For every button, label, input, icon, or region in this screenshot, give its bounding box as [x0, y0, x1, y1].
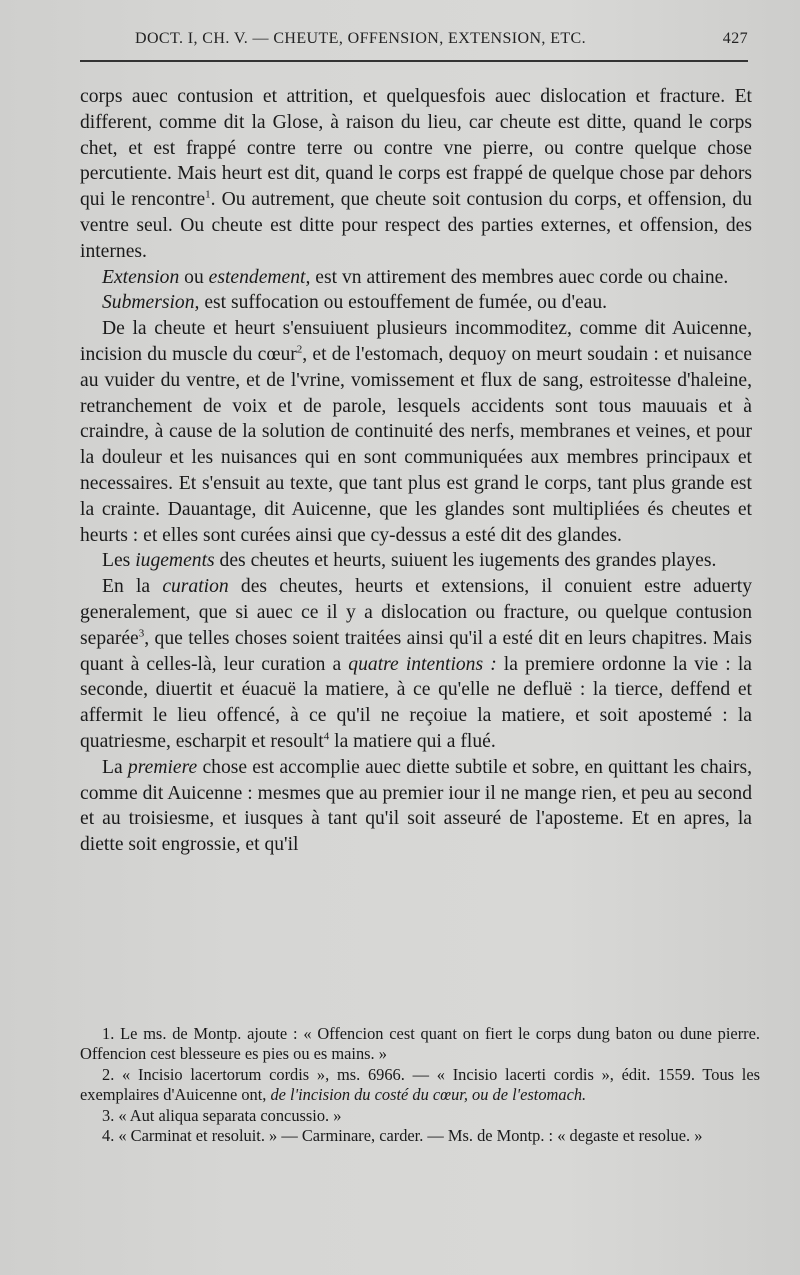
- text-run: . Ou autrement, que cheute soit contusion du corps, et offension, du ventre seul. Ou cheute est ditte pour respect des parties externes, et offension, des internes.: [80, 189, 752, 262]
- text-run: la matiere qui a flué.: [329, 730, 496, 752]
- text-run: est vn attirement des membres auec corde ou chaine.: [310, 266, 729, 288]
- text-run: De la cheute et heurt s'ensuiuent plusieurs incommoditez, comme dit Auicenne, incision du muscle du cœur: [80, 318, 752, 365]
- footnote-ref[interactable]: 4: [323, 730, 330, 743]
- text-run: , et de l'estomach, dequoy on meurt soudain : et nuisance au vuider du ventre, et de l'vrine, vomissement et flux de sang, estroitesse d'haleine, retranchement de voix et de parole, lesquels accidents sont tous mauuais et à craindre, à cause de la solution de continuité des nerfs, membranes et veines, et pour la douleur et les nuisances qui en sont communiquées aux membres principaux et necessaires. Et s'ensuit au texte, que tant plus est grand le corps, tant plus grande est la crainte. Dauantage, dit Auicenne, que les glandes sont multipliées és cheutes et heurts : et elles sont curées ainsi que cy-dessus a esté dit des glandes.: [80, 343, 752, 546]
- paragraph-4: [80, 316, 752, 548]
- header-rule: [80, 60, 748, 62]
- footnote-ref[interactable]: 3: [138, 627, 145, 640]
- term-extension: Extension: [102, 266, 180, 288]
- paragraph-1: [80, 84, 752, 265]
- term-curation: curation: [162, 576, 229, 598]
- term-submersion: Submersion,: [102, 292, 200, 314]
- term-quatre-intentions: quatre intentions :: [348, 653, 497, 675]
- text-run: 2. « Incisio lacertorum cordis », ms. 6966. — « Incisio lacerti cordis », édit. 1559. Tous les exemplaires d'Auicenne ont,: [80, 1064, 760, 1105]
- text-run: chose est accomplie auec diette subtile et sobre, en quittant les chairs, comme dit Auicenne : mesmes que au premier iour il ne mange rien, et peu au second et au troisiesme, et iusques à tant qu'il soit asseuré de l'aposteme. Et en apres, la diette soit engrossie, et qu'il: [80, 756, 752, 856]
- text-run: des cheutes et heurts, suiuent les iugements des grandes playes.: [214, 550, 717, 572]
- footnote-ref[interactable]: 2: [296, 343, 303, 356]
- paragraph-6: [80, 574, 752, 755]
- paragraph-2: [80, 265, 752, 291]
- text-run: , que telles choses soient traitées ainsi qu'il a esté dit en leurs chapitres. Mais quant à celles-là, leur curation a: [80, 627, 752, 675]
- footnote-3: 3. « Aut aliqua separata concussio. »: [102, 1105, 342, 1125]
- text-run: des cheutes, heurts et extensions, il conuient estre aduerty generalement, que si auec ce il y a dislocation ou fracture, ou quelque contusion separée: [80, 576, 753, 649]
- footnote-italic: de l'incision du costé du cœur, ou de l'estomach.: [270, 1085, 587, 1105]
- footnotes: [80, 1024, 760, 1146]
- paragraph-5: [80, 548, 752, 574]
- text-run: est suffocation ou estouffement de fumée, ou d'eau.: [199, 292, 608, 314]
- paragraph-7: [80, 755, 752, 858]
- footnote-4: 4. « Carminat et resoluit. » — Carminare, carder. — Ms. de Montp. : « degaste et resolue. »: [102, 1126, 703, 1146]
- text-run: ou: [179, 266, 209, 288]
- term-estendement: estendement,: [208, 266, 311, 288]
- footnote-2: [80, 1065, 760, 1106]
- running-title: DOCT. I, CH. V. — CHEUTE, OFFENSION, EXTENSION, ETC.: [135, 30, 587, 47]
- text-run: Les: [102, 550, 136, 572]
- term-iugements: iugements: [135, 550, 215, 572]
- main-text: [80, 84, 752, 858]
- term-premiere: premiere: [127, 756, 198, 778]
- text-run: corps auec contusion et attrition, et quelquesfois auec dislocation et fracture. Et different, comme dit la Glose, à raison du lieu, car cheute est ditte, quand le corps chet, et est frappé contre terre ou contre vne pierre, ou contre quelque chose percutiente. Mais heurt est dit, quand le corps est frappé de quelque chose par dehors qui le rencontre: [80, 86, 752, 211]
- footnote-1: 1. Le ms. de Montp. ajoute : « Offencion cest quant on fiert le corps dung baton ou dune pierre. Offencion cest blesseure es pies ou es mains. »: [80, 1024, 760, 1064]
- paragraph-3: [80, 290, 752, 316]
- text-run: la premiere ordonne la vie : la seconde, diuertit et éuacuë la matiere, à ce qu'elle ne defluë : la tierce, deffend et affermit le lieu offencé, à ce qu'il ne reçoiue la matiere, et soit apostemé : la quatriesme, escharpit et resoult: [80, 653, 752, 752]
- text-run: En la: [102, 576, 163, 598]
- text-run: La: [102, 756, 128, 778]
- footnote-ref[interactable]: 1: [205, 188, 211, 201]
- page-number: 427: [722, 30, 748, 47]
